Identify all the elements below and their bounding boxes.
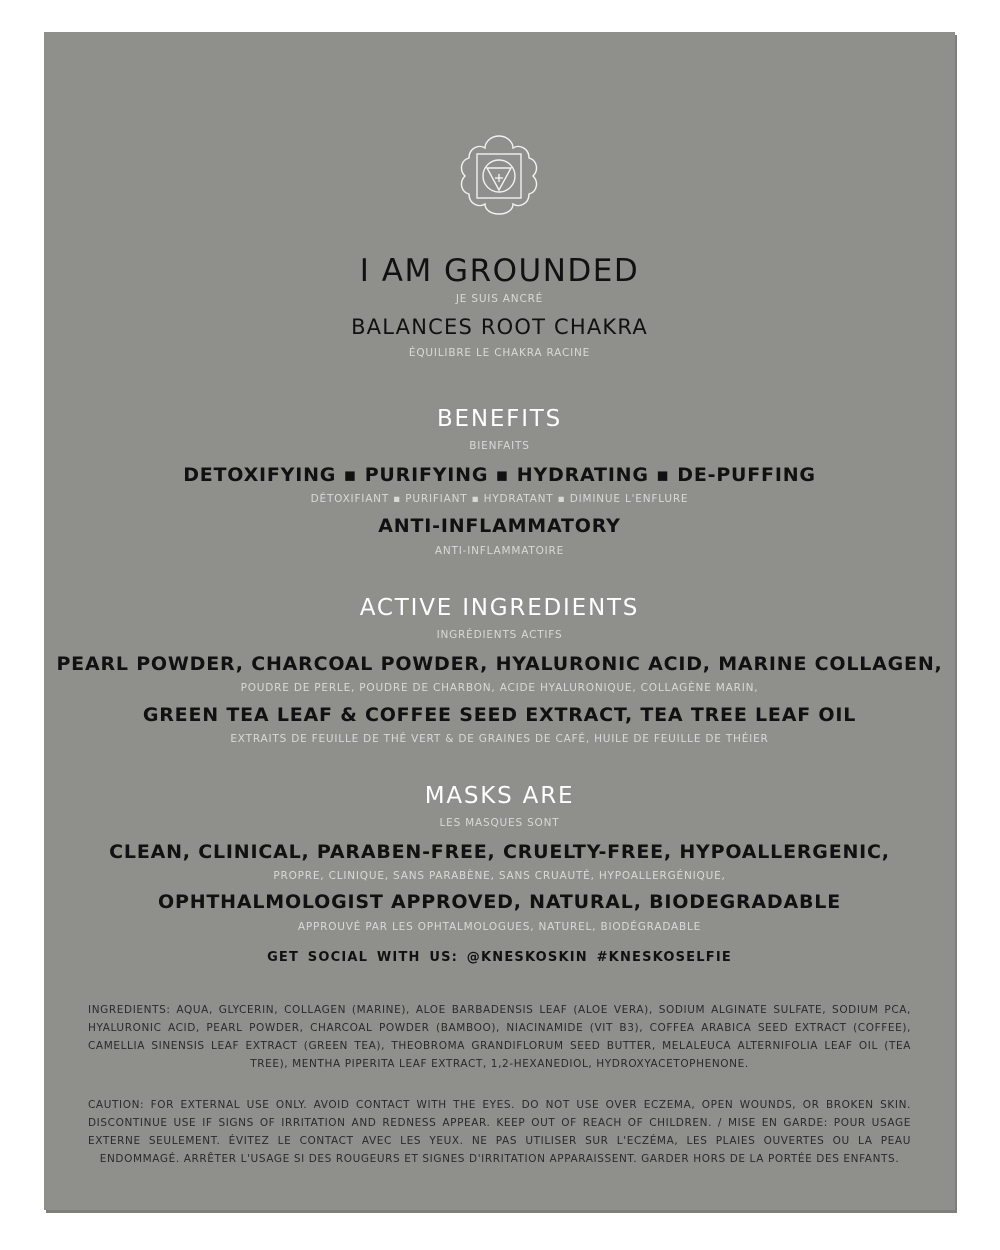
root-chakra-icon — [457, 132, 541, 216]
masks-are-line-1: CLEAN, CLINICAL, PARABEN-FREE, CRUELTY-FREE, HYPOALLERGENIC, — [109, 841, 890, 863]
ingredients-list: INGREDIENTS: AQUA, GLYCERIN, COLLAGEN (MARINE), ALOE BARBADENSIS LEAF (ALOE VERA), SODIUM ALGINATE SULFATE, SODIUM PCA, HYALURONIC ACID, PEARL POWDER, CHARCOAL POWDER (BAMBOO), NIACINAMIDE (VIT B3), COFFEA ARABICA SEED EXTRACT (COFFEE), CAMELLIA SINENSIS LEAF EXTRACT (GREEN TEA), THEOBROMA GRANDIFLORUM SEED BUTTER, MELALEUCA ALTERNIFOLIA LEAF OIL (TEA TREE), MENTHA PIPERITA LEAF EXTRACT, 1,2-HEXANEDIOL, HYDROXYACETOPHENONE. — [88, 1003, 911, 1070]
active-ingredients-heading-translation: INGRÉDIENTS ACTIFS — [436, 629, 563, 641]
masks-are-line-1-translation: PROPRE, CLINIQUE, SANS PARABÈNE, SANS CRUAUTÉ, HYPOALLERGÉNIQUE, — [273, 870, 726, 882]
benefits-line-1: DETOXIFYING ▪ PURIFYING ▪ HYDRATING ▪ DE-PUFFING — [183, 464, 816, 486]
masks-are-line-2: OPHTHALMOLOGIST APPROVED, NATURAL, BIODEGRADABLE — [158, 891, 841, 913]
masks-are-heading: MASKS ARE — [424, 783, 575, 809]
benefits-line-2-translation: ANTI-INFLAMMATOIRE — [434, 545, 565, 557]
benefits-heading: BENEFITS — [436, 406, 563, 432]
active-ingredients-line-1-translation: POUDRE DE PERLE, POUDRE DE CHARBON, ACIDE HYALURONIQUE, COLLAGÈNE MARIN, — [240, 682, 759, 694]
title-translation: JE SUIS ANCRÉ — [455, 293, 544, 305]
benefits-line-1-translation: DÉTOXIFIANT ▪ PURIFIANT ▪ HYDRATANT ▪ DIMINUE L'ENFLURE — [310, 493, 689, 505]
active-ingredients-line-1: PEARL POWDER, CHARCOAL POWDER, HYALURONIC ACID, MARINE COLLAGEN, — [56, 653, 943, 675]
subtitle: BALANCES ROOT CHAKRA — [351, 315, 648, 339]
page-title: I AM GROUNDED — [359, 253, 640, 289]
product-box-back — [44, 32, 955, 1210]
active-ingredients-line-2-translation: EXTRAITS DE FEUILLE DE THÉ VERT & DE GRAINES DE CAFÉ, HUILE DE FEUILLE DE THÉIER — [230, 733, 769, 745]
masks-are-line-2-translation: APPROUVÉ PAR LES OPHTALMOLOGUES, NATUREL, BIODÉGRADABLE — [297, 921, 702, 933]
subtitle-translation: ÉQUILIBRE LE CHAKRA RACINE — [408, 347, 591, 359]
masks-are-heading-translation: LES MASQUES SONT — [439, 817, 560, 829]
active-ingredients-line-2: GREEN TEA LEAF & COFFEE SEED EXTRACT, TEA TREE LEAF OIL — [142, 704, 857, 726]
social-handles: GET SOCIAL WITH US: @KNESKOSKIN #KNESKOSELFIE — [267, 950, 732, 965]
benefits-line-2: ANTI-INFLAMMATORY — [378, 515, 621, 537]
caution-text: CAUTION: FOR EXTERNAL USE ONLY. AVOID CONTACT WITH THE EYES. DO NOT USE OVER ECZEMA, OPEN WOUNDS, OR BROKEN SKIN. DISCONTINUE USE IF SIGNS OF IRRITATION AND REDNESS APPEAR. KEEP OUT OF REACH OF CHILDREN. / MISE EN GARDE: POUR USAGE EXTERNE SEULEMENT. ÉVITEZ LE CONTACT AVEC LES YEUX. NE PAS UTILISER SUR L'ECZÉMA, LES PLAIES OUVERTES OU LA PEAU ENDOMMAGÉ. ARRÊTER L'USAGE SI DES ROUGEURS ET SIGNES D'IRRITATION APPARAISSENT. GARDER HORS DE LA PORTÉE DES ENFANTS. — [88, 1098, 911, 1165]
active-ingredients-heading: ACTIVE INGREDIENTS — [359, 595, 640, 621]
benefits-heading-translation: BIENFAITS — [469, 440, 530, 452]
